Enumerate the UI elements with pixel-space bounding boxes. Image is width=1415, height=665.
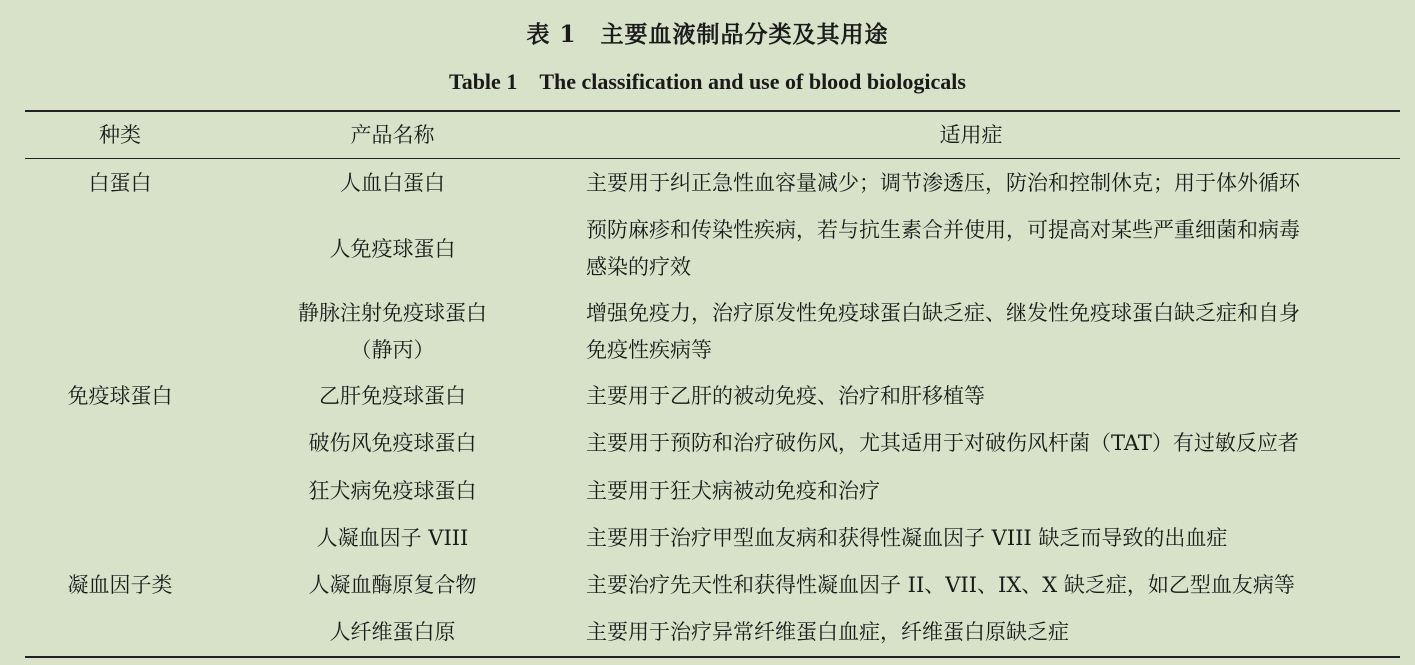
indication-text-continued: 感染的疗效 [586,255,691,279]
header-rule [25,158,1400,159]
indication-text: 主要用于纠正急性血容量减少；调节渗透压，防治和控制休克；用于体外循环 [586,171,1300,195]
table-title-chinese: 表 1 主要血液制品分类及其用途 [526,21,889,48]
indication-text: 主要用于乙肝的被动免疫、治疗和肝移植等 [586,384,985,408]
product-name: 破伤风免疫球蛋白 [308,431,477,455]
category-coagulation-factors: 凝血因子类 [67,573,173,597]
category-albumin: 白蛋白 [88,171,152,195]
product-name: 乙肝免疫球蛋白 [319,384,466,408]
top-rule [25,110,1400,112]
category-immunoglobulin: 免疫球蛋白 [67,384,173,408]
header-product-name: 产品名称 [350,123,435,147]
product-name: 人免疫球蛋白 [329,237,456,261]
indication-text: 主要用于预防和治疗破伤风，尤其适用于对破伤风杆菌（TAT）有过敏反应者 [586,431,1299,455]
product-name: 静脉注射免疫球蛋白 [298,301,487,325]
product-name: 人血白蛋白 [340,171,445,195]
product-name: 人凝血因子 VIII [316,526,469,550]
header-indication: 适用症 [939,123,1003,147]
product-name: 人纤维蛋白原 [329,620,456,644]
indication-text: 主要用于狂犬病被动免疫和治疗 [586,479,880,503]
indication-text-continued: 免疫性疾病等 [586,338,712,362]
indication-text: 增强免疫力，治疗原发性免疫球蛋白缺乏症、继发性免疫球蛋白缺乏症和自身 [586,301,1300,325]
product-name-continued: （静丙） [350,338,435,362]
bottom-rule [25,656,1400,658]
product-name: 狂犬病免疫球蛋白 [308,479,477,503]
table-title-english: Table 1 The classification and use of blood biologicals [449,69,966,94]
indication-text: 主要用于治疗甲型血友病和获得性凝血因子 VIII 缺乏而导致的出血症 [586,526,1228,550]
header-category: 种类 [99,123,141,147]
product-name: 人凝血酶原复合物 [308,573,477,597]
indication-text: 主要治疗先天性和获得性凝血因子 II、VII、IX、X 缺乏症，如乙型血友病等 [586,573,1295,597]
indication-text: 主要用于治疗异常纤维蛋白血症，纤维蛋白原缺乏症 [586,620,1069,644]
indication-text: 预防麻疹和传染性疾病，若与抗生素合并使用，可提高对某些严重细菌和病毒 [586,218,1300,242]
